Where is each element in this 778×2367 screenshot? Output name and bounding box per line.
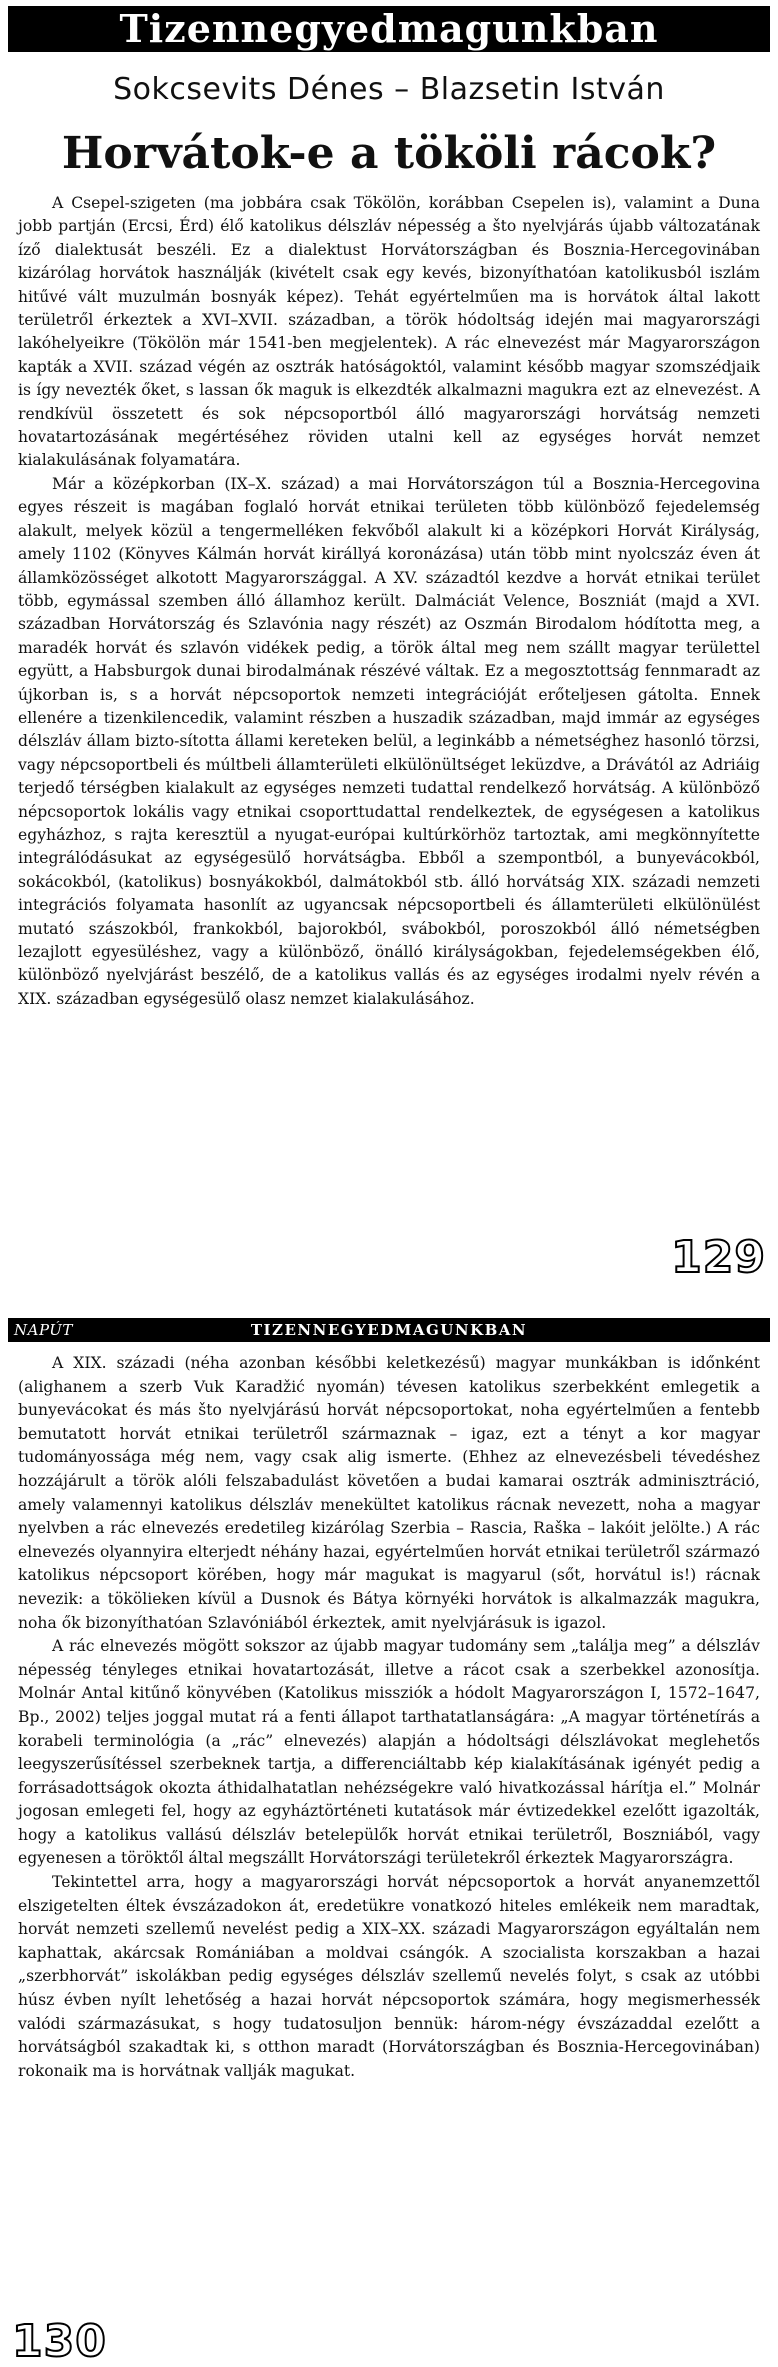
paragraph: Tekintettel arra, hogy a magyarországi horvát népcsoportok a horvát anyanemzettől elszigetelten éltek évszázadokon át, eredetükre vonatkozó hiteles emlékeik nem maradtak, horvát nemzeti szellemű nevelést pedig a XIX–XX. századi Magyarországon egyáltalán nem kaphattak, akárcsak Romániában a moldvai csángók. A szocialista korszakban a hazai „szerbhorvát” iskolákban pedig egységes délszláv szellemű nevelés folyt, s csak az utóbbi húsz évben nyílt lehetőség a hazai horvát népcsoportok számára, hogy megismerhessék valódi származásukat, s hogy tudatosuljon bennük: három-négy évszázaddal ezelőtt a horvátságból szakadtak ki, s otthon maradt (Horvátországban és Bosznia-Hercegovinában) rokonaik ma is horvátnak vallják magukat. xyxy=(18,1873,760,2080)
paragraph: A XIX. századi (néha azonban későbbi keletkezésű) magyar munkákban is időnként (alighanem a szerb Vuk Karadžić nyomán) tévesen katolikus szerbekként emlegetik a bunyevácokat és más što nyelvjárású horvát népcsoportokat, noha egyértelműen a fentebb bemutatott horvát etnikai területről származnak – igaz, ezt a tényt a kor magyar tudományossága még nem, vagy csak alig ismerte. (Ehhez az elnevezésbeli tévedéshez hozzájárult a török alóli felszabadulást követően a budai kamarai osztrák adminisztráció, amely valamennyi katolikus délszláv menekültet katolikus rácnak nevezett, noha a magyar nyelvben a rác elnevezés eredetileg kizárólag Szerbia – Rascia, Raška – lakóit jelölte.) A rác elnevezés olyannyira elterjedt néhány hazai, egyértelműen horvát etnikai területről származó katolikus népcsoport körében, hogy már magukat is magyarul (sőt, horvátul is!) rácnak nevezik: a tökölieken kívül a Dusnok és Bátya környéki horvátok is alkalmazzák magukra, noha ők bizonyíthatóan Szlavóniából érkeztek, amit nyelvjárásuk is igazol. xyxy=(18,1354,760,1632)
paragraph: A Csepel-szigeten (ma jobbára csak Tökölön, korábban Csepelen is), valamint a Duna jobb partján (Ercsi, Érd) élő katolikus délszláv népesség a što nyelvjárás újabb változatának íző dialektusát beszéli. Ez a dialektust Horvátországban és Bosznia-Hercegovinában kizárólag horvátok használják (kivételt csak egy kevés, bizonyíthatóan katolikusból iszlám hitűvé vált muzulmán bosnyák képez). Tehát egyértelműen ma is horvátok által lakott területről érkeztek a XVI–XVII. században, a török hódoltság idején mai magyarországi lakóhelyeikre (Tökölön már 1541-ben megjelentek). A rác elnevezést már Magyarországon kapták a XVII. század végén az osztrák hatóságoktól, valamint később magyar szomszédjaik is így nevezték őket, s lassan ők maguk is elkezdték alkalmazni magukra ezt az elnevezést. A rendkívül összetett és sok népcsoportból álló magyarországi horvátság nemzeti hovatartozásának megértéséhez röviden utalni kell az egységes horvát nemzet kialakulásának folyamatára. xyxy=(18,194,760,470)
section-name: TIZENNEGYEDMAGUNKBAN xyxy=(250,1321,528,1339)
section-banner: Tizennegyedmagunkban xyxy=(8,6,770,52)
article-title: Horvátok-e a tököli rácok? xyxy=(61,128,717,179)
article-body xyxy=(18,192,760,1011)
page-number: 130 xyxy=(12,2316,107,2367)
journal-name: NAPÚT xyxy=(14,1321,73,1339)
paragraph: Már a középkorban (IX–X. század) a mai Horvátországon túl a Bosznia-Hercegovina egyes részeit is magában foglaló horvát etnikai területen több különböző fejedelemség alakult, melyek közül a tengermelléken fekvőből alakult ki a középkori Horvát Királyság, amely 1102 (Könyves Kálmán horvát királlyá koronázása) után több mint nyolcszáz éven át államközösséget alkotott Magyarországgal. A XV. századtól kezdve a horvát etnikai terület több, egymással szemben álló államhoz került. Dalmáciát Velence, Boszniát (majd a XVI. században Horvátország és Szlavónia nagy részét) az Oszmán Birodalom hódította meg, a maradék horvát és szlavón vidékek pedig, a török által meg nem szállt magyar területtel együtt, a Habsburgok dunai birodalmának részévé váltak. Ez a megosztottság fennmaradt az újkorban is, s a horvát népcsoportok nemzeti integrációját erőteljesen gátolta. Ennek ellenére a tizenkilencedik, valamint részben a huszadik században, majd immár az egységes délszláv állam bizto-sította állami kereteken belül, a leginkább a németséghez hasonló törzsi, vagy népcsoportbeli és múltbeli államterületi elkülönültséget leküzdve, a Drávától az Adriáig terjedő térségben kialakult az egységes nemzeti tudattal rendelkező horvátság. A különböző népcsoportok lokális vagy etnikai csoporttudattal rendelkeztek, de egységesen a katolikus egyházhoz, s rajta keresztül a nyugat-európai kultúrkörhöz tartoztak, ami megkönnyítette integrálódásukat az egységesülő horvátságba. Ebből a szempontból, a bunyevácokból, sokácokból, (katolikus) bosnyákokból, dalmátokból stb. álló horvátság XIX. századi nemzeti integrációs folyamata hasonlít az ugyancsak népcsoportbeli és államterületi elkülönülést mutató szászokból, frankokból, bajorokból, svábokból, poroszokból álló németségben lezajlott egyesüléshez, vagy a különböző, önálló királyságokban, fejedelemségekben élő, különböző nyelvjárást beszélő, de a katolikus vallás és az egységes irodalmi nyelv révén a XIX. században egységesülő olasz nemzet kialakulásához. xyxy=(18,474,760,1008)
article-authors: Sokcsevits Dénes – Blazsetin István xyxy=(113,72,665,107)
article-body-continued xyxy=(18,1352,760,2083)
page-number: 129 xyxy=(671,1232,766,1283)
paragraph: A rác elnevezés mögött sokszor az újabb magyar tudomány sem „találja meg” a délszláv népesség tényleges etnikai hovatartozását, illetve a rácot csak a szerbekkel azonosítja. Molnár Antal kitűnő könyvében (Katolikus missziók a hódolt Magyarországon I, 1572–1647, Bp., 2002) teljes joggal mutat rá a fenti állapot tarthatatlanságára: „A magyar történetírás a korabeli terminológia (a „rác” elnevezés) alapján a hódoltsági délszlávokat meglehetős leegyszerűsítéssel szerbeknek tartja, a differenciáltabb kép kialakításának igényét pedig a forrásadottságok okozta áthidalhatatlan nehézségekre való hivatkozással hárítja el.” Molnár jogosan emlegeti fel, hogy az egyháztörténeti kutatások már évtizedekkel ezelőtt igazolták, hogy a katolikus vallású délszláv betelepülők horvát etnikai területről, Boszniából, vagy egyenesen a töröktől által megszállt Horvátországi területekről érkeztek Magyarországra. xyxy=(18,1637,760,1868)
running-header xyxy=(8,1318,770,1342)
page-130 xyxy=(0,1300,778,2366)
